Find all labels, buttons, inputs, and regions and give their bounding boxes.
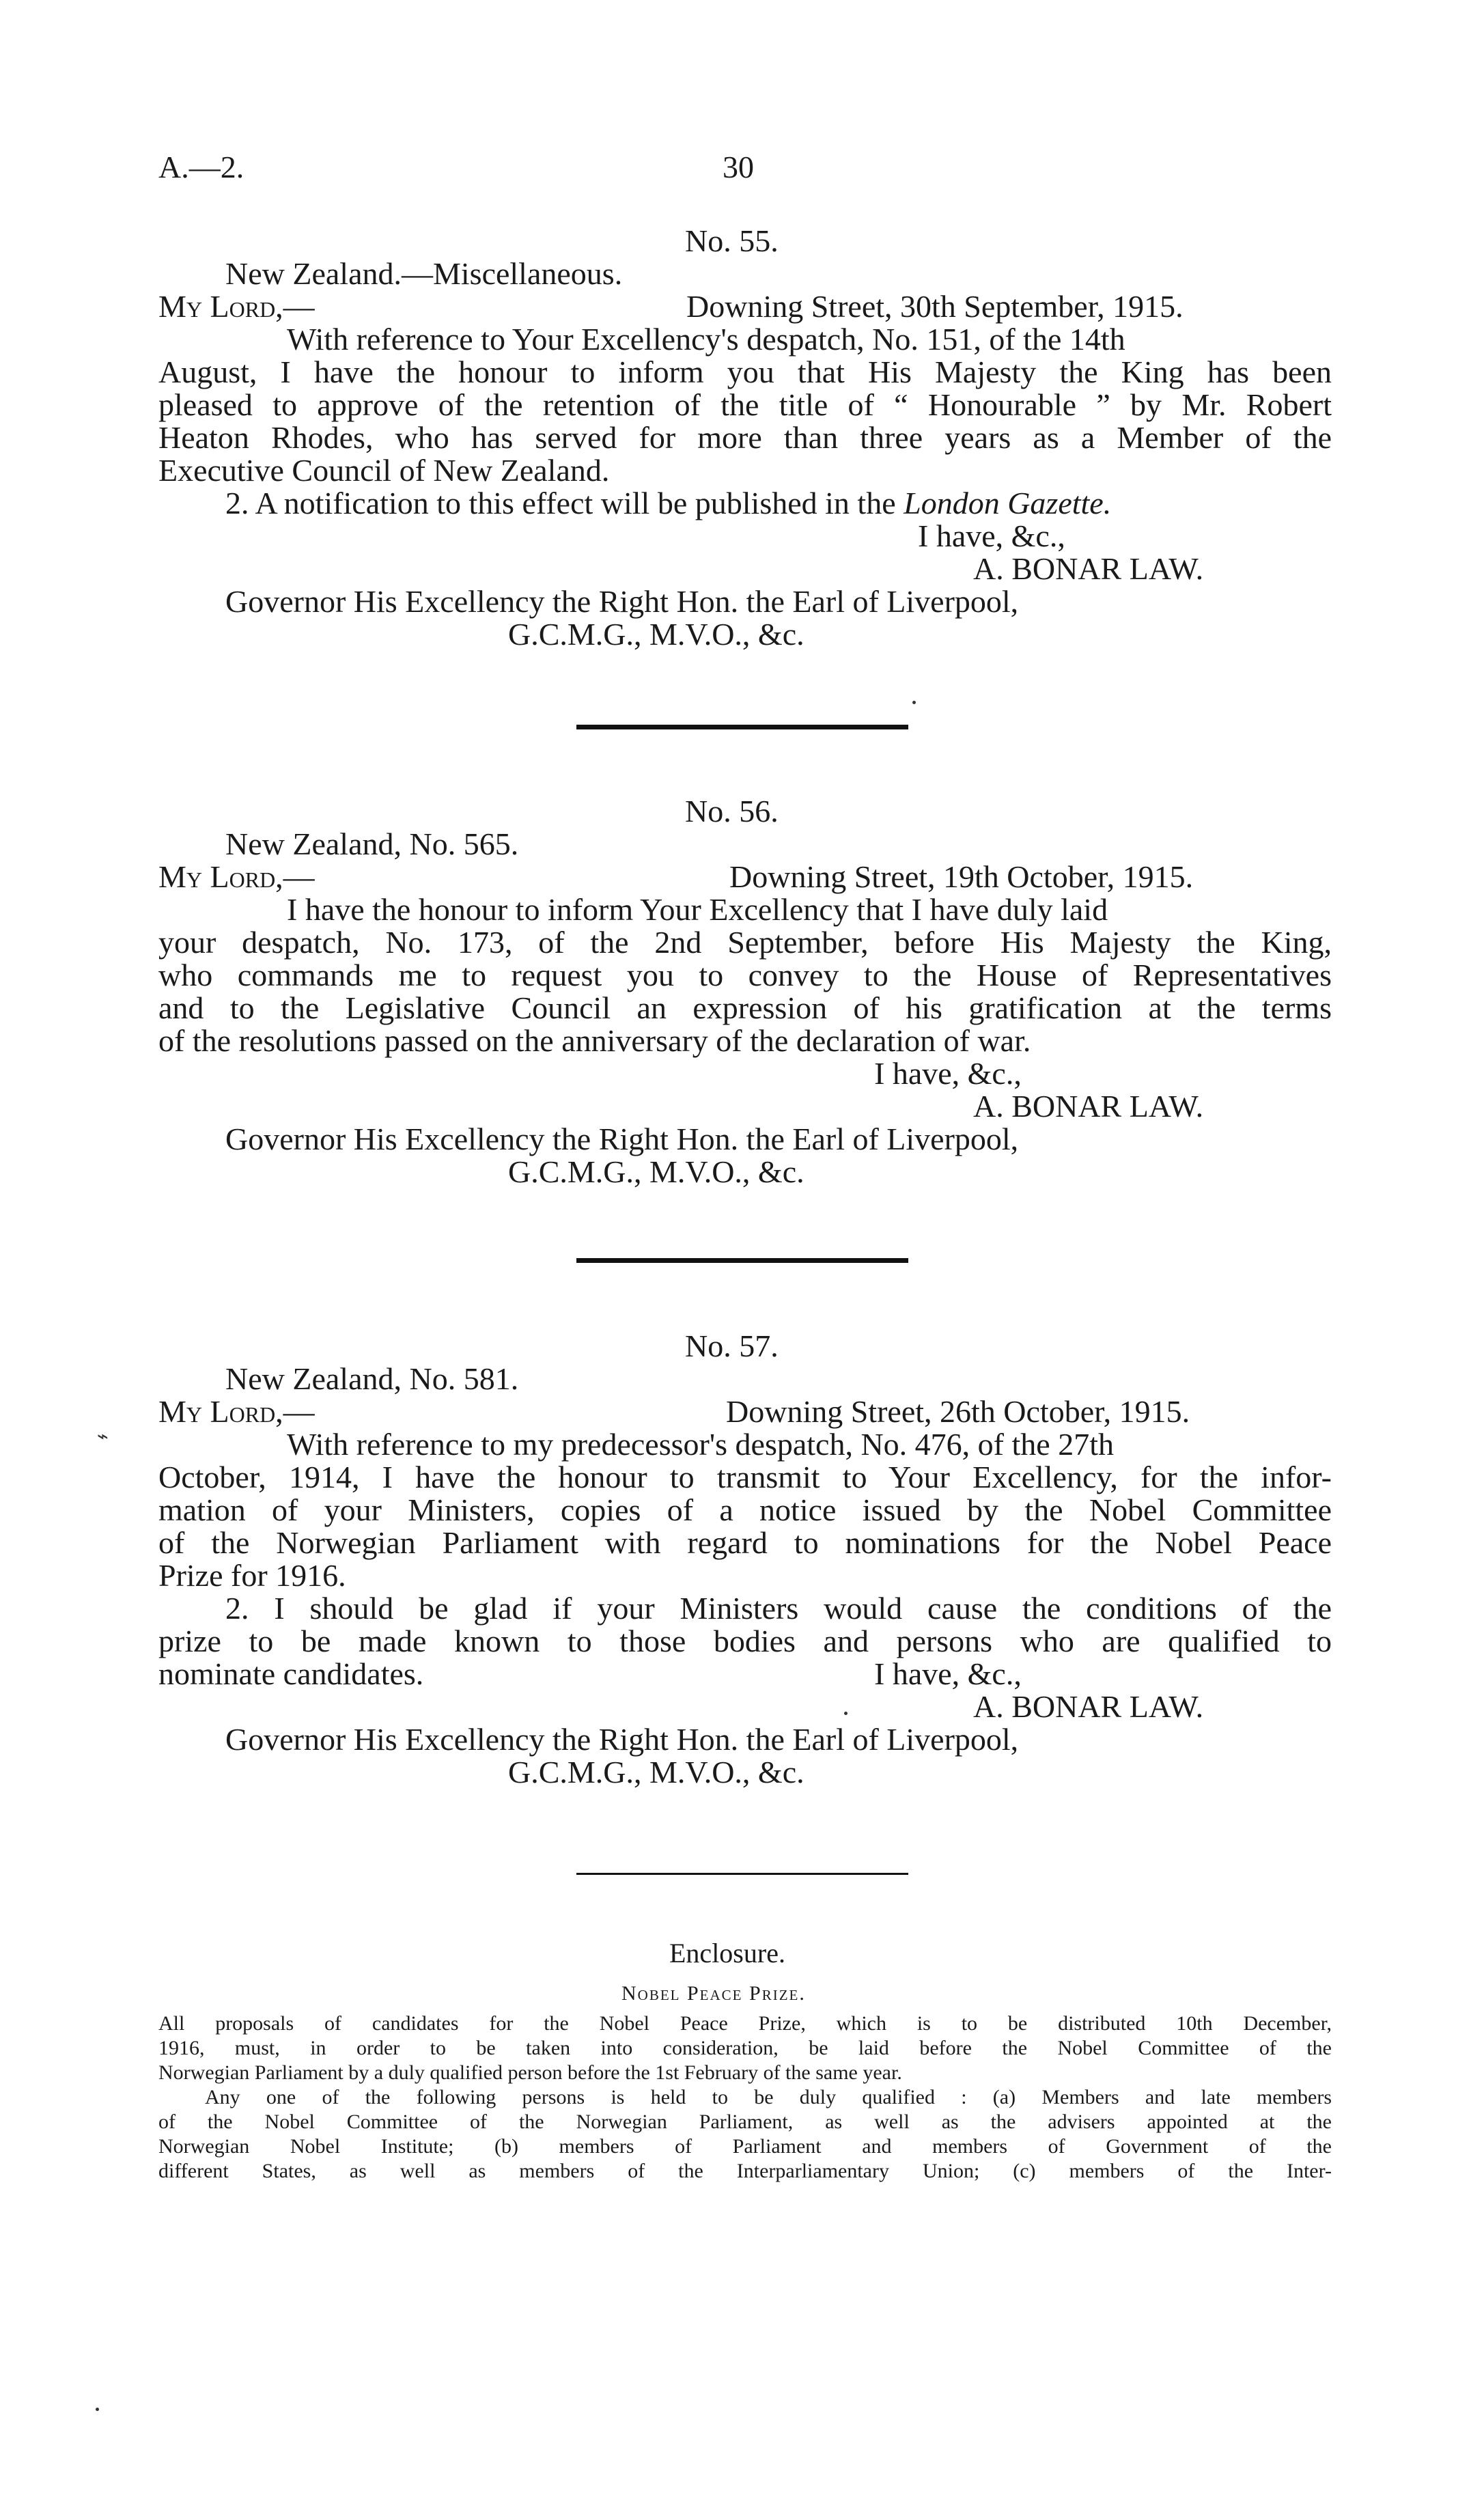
section-divider — [576, 725, 908, 729]
margin-mark: ⌁ — [97, 1426, 109, 1447]
body-line: of the Norwegian Parliament with regard to nominations for the Nobel Peace — [158, 1525, 1332, 1560]
page-number: 30 — [723, 150, 754, 184]
body-line: 2. I should be glad if your Ministers would cause the conditions of the — [225, 1591, 1332, 1626]
closing: I have, &c., — [874, 1056, 1022, 1091]
closing: I have, &c., — [874, 1656, 1022, 1691]
despatch-number: No. 57. — [685, 1328, 779, 1363]
paragraph-2-text: 2. A notification to this effect will be published in the — [225, 486, 896, 520]
enclosure-line: Norwegian Parliament by a duly qualified person before the 1st February of the same year. — [158, 2061, 902, 2084]
addressee-honours: G.C.M.G., M.V.O., &c. — [508, 617, 804, 652]
body-line: pleased to approve of the retention of the title of “ Honourable ” by Mr. Robert — [158, 387, 1332, 422]
print-speck — [912, 701, 916, 704]
body-line: of the resolutions passed on the anniversary of the declaration of war. — [158, 1023, 1031, 1058]
despatch-subject: New Zealand.—Miscellaneous. — [225, 256, 623, 291]
body-line: August, I have the honour to inform you that His Majesty the King has been — [158, 354, 1332, 389]
body-line: and to the Legislative Council an expression of his gratification at the terms — [158, 990, 1332, 1025]
signature: A. BONAR LAW. — [973, 551, 1204, 586]
salutation: My Lord,— — [158, 1394, 315, 1429]
paragraph-2 — [225, 488, 1111, 519]
place-date: Downing Street, 26th October, 1915. — [726, 1394, 1190, 1429]
body-line: Prize for 1916. — [158, 1558, 346, 1593]
addressee-honours: G.C.M.G., M.V.O., &c. — [508, 1154, 804, 1189]
enclosure-line: Any one of the following persons is held to be duly qualified : (a) Members and late members — [205, 2086, 1332, 2108]
enclosure-line: different States, as well as members of the Interparliamentary Union; (c) members of the Inter- — [158, 2160, 1332, 2182]
body-line: who commands me to request you to convey to the House of Representatives — [158, 958, 1332, 992]
body-line: With reference to Your Excellency's despatch, No. 151, of the 14th — [287, 322, 1125, 357]
section-divider — [576, 1258, 908, 1263]
addressee-honours: G.C.M.G., M.V.O., &c. — [508, 1755, 804, 1789]
salutation: My Lord,— — [158, 289, 315, 324]
gazette-title: London Gazette. — [904, 486, 1112, 520]
addressee: Governor His Excellency the Right Hon. the Earl of Liverpool, — [225, 1122, 1019, 1156]
despatch-subject: New Zealand, No. 565. — [225, 826, 519, 861]
enclosure-subheading: Nobel Peace Prize. — [621, 1982, 806, 2005]
enclosure-line: 1916, must, in order to be taken into consideration, be laid before the Nobel Committee of the — [158, 2037, 1332, 2059]
place-date: Downing Street, 19th October, 1915. — [729, 859, 1194, 894]
section-divider — [576, 1873, 908, 1875]
body-line: prize to be made known to those bodies and persons who are qualified to — [158, 1624, 1332, 1658]
closing: I have, &c., — [918, 518, 1065, 553]
document-reference: A.—2. — [158, 150, 244, 184]
despatch-number: No. 56. — [685, 794, 779, 828]
signature: A. BONAR LAW. — [973, 1089, 1204, 1124]
body-line: Heaton Rhodes, who has served for more than three years as a Member of the — [158, 420, 1332, 455]
place-date: Downing Street, 30th September, 1915. — [686, 289, 1184, 324]
print-speck — [844, 1712, 848, 1715]
signature: A. BONAR LAW. — [973, 1689, 1204, 1724]
despatch-number: No. 55. — [685, 223, 779, 258]
enclosure-heading: Enclosure. — [669, 1938, 785, 1968]
addressee: Governor His Excellency the Right Hon. the Earl of Liverpool, — [225, 1722, 1019, 1757]
body-line: mation of your Ministers, copies of a notice issued by the Nobel Committee — [158, 1492, 1332, 1527]
enclosure-line: Norwegian Nobel Institute; (b) members of Parliament and members of Government of the — [158, 2135, 1332, 2158]
body-line: your despatch, No. 173, of the 2nd September, before His Majesty the King, — [158, 925, 1332, 960]
salutation: My Lord,— — [158, 859, 315, 894]
body-line: I have the honour to inform Your Excellency that I have duly laid — [287, 892, 1108, 927]
body-line: nominate candidates. — [158, 1656, 424, 1691]
enclosure-line: All proposals of candidates for the Nobel Peace Prize, which is to be distributed 10th December, — [158, 2012, 1332, 2035]
addressee: Governor His Excellency the Right Hon. the Earl of Liverpool, — [225, 584, 1019, 619]
body-line: Executive Council of New Zealand. — [158, 453, 610, 488]
print-speck — [96, 2408, 99, 2411]
despatch-subject: New Zealand, No. 581. — [225, 1361, 519, 1396]
body-line: October, 1914, I have the honour to transmit to Your Excellency, for the infor- — [158, 1460, 1332, 1494]
body-line: With reference to my predecessor's despatch, No. 476, of the 27th — [287, 1427, 1114, 1462]
enclosure-line: of the Nobel Committee of the Norwegian Parliament, as well as the advisers appointed at the — [158, 2111, 1332, 2133]
